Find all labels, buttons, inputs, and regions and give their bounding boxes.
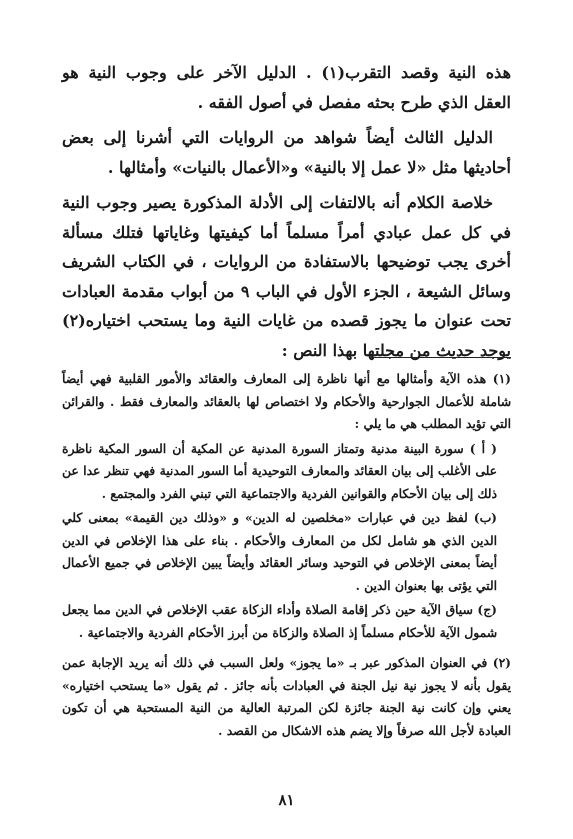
footnote-1: (١) هذه الآية وأمثالها مع أنها ناظرة إلى المعارف والعقائد والأمور القلبية فهي أيضاً شاملة للأعمال الجوارحية والأحكام ولا اختصاص لها بالعقائد والمعارف فقط . والقرائن التي تؤيد المطلب هي ما يلي :: [62, 371, 511, 431]
paragraph-3: خلاصة الكلام أنه بالالتفات إلى الأدلة المذكورة يصير وجوب النية في كل عمل عبادي أمراً مسلماً أما كيفيتها وغاياتها فتلك مسألة أخرى يجب توضيحها بالاستفادة من الروايات ، في الكتاب الشريف وسائل الشيعة ، الجزء الأول في الباب ٩ من أبواب مقدمة العبادات تحت عنوان ما يجوز قصده من غايات النية وما يستحب اختياره(٢) يوجد حديث من مجلتها بهذا النص :: [62, 193, 511, 360]
footnote-1-item-b: (ب) لفظ دين في عبارات «مخلصين له الدين» و «وذلك دين القيمة» بمعنى كلي الدين الذي هو شامل لكل من المعارف والأحكام . بناء على هذا الإخلاص في الدين أيضاً بمعنى الإخلاص في التوحيد وسائر العقائد وأيضاً يبين الإخلاص في جميع الأعمال التي يؤتى بها بعنوان الدين .: [62, 510, 497, 593]
footnotes: [62, 368, 511, 744]
main-body-text: [62, 58, 511, 371]
paragraph-1: هذه النية وقصد التقرب(١) . الدليل الآخر على وجوب النية هو العقل الذي طرح بحثه مفصل في أصول الفقه .: [62, 63, 512, 112]
footnote-separator: [371, 357, 511, 358]
footnote-1-item-a: ( أ ) سورة البينة مدنية وتمتاز السورة المدنية عن المكية أن السور المكية ناظرة على الأغلب إلى بيان العقائد والمعارف التوحيدية أما السور المدنية فهي تنظر عدا عن ذلك إلى بيان الأحكام والقوانين الفردية والاجتماعية التي تبني الفرد والمجتمع .: [62, 440, 497, 501]
paragraph-2: الدليل الثالث أيضاً شواهد من الروايات التي أشرنا إلى بعض أحاديثها مثل «لا عمل إلا بالنية» و«الأعمال بالنيات» وأمثالها .: [62, 128, 511, 177]
page-number: ٨١: [278, 791, 295, 809]
footnote-2: (٢) في العنوان المذكور عبر بـ «ما يجوز» ولعل السبب في ذلك أنه يريد الإجابة عمن يقول بأنه لا يجوز نية نيل الجنة في العبادات بأنه جائز . ثم يقول «ما يستحب اختياره» يعني وإن كانت نية الجنة جائزة لكن المرتبة العالية من النية المستحبة هي أن تكون العبادة لأجل الله صرفاً وإلا يضم هذه الاشكال من القصد .: [62, 655, 511, 738]
footnote-1-item-c: (ج) سياق الآية حين ذكر إقامة الصلاة وأداء الزكاة عقب الإخلاص في الدين مما يجعل شمول الآية للأحكام مسلماً إذ الصلاة والزكاة من أبرز الأحكام الفردية والاجتماعية .: [62, 602, 497, 640]
